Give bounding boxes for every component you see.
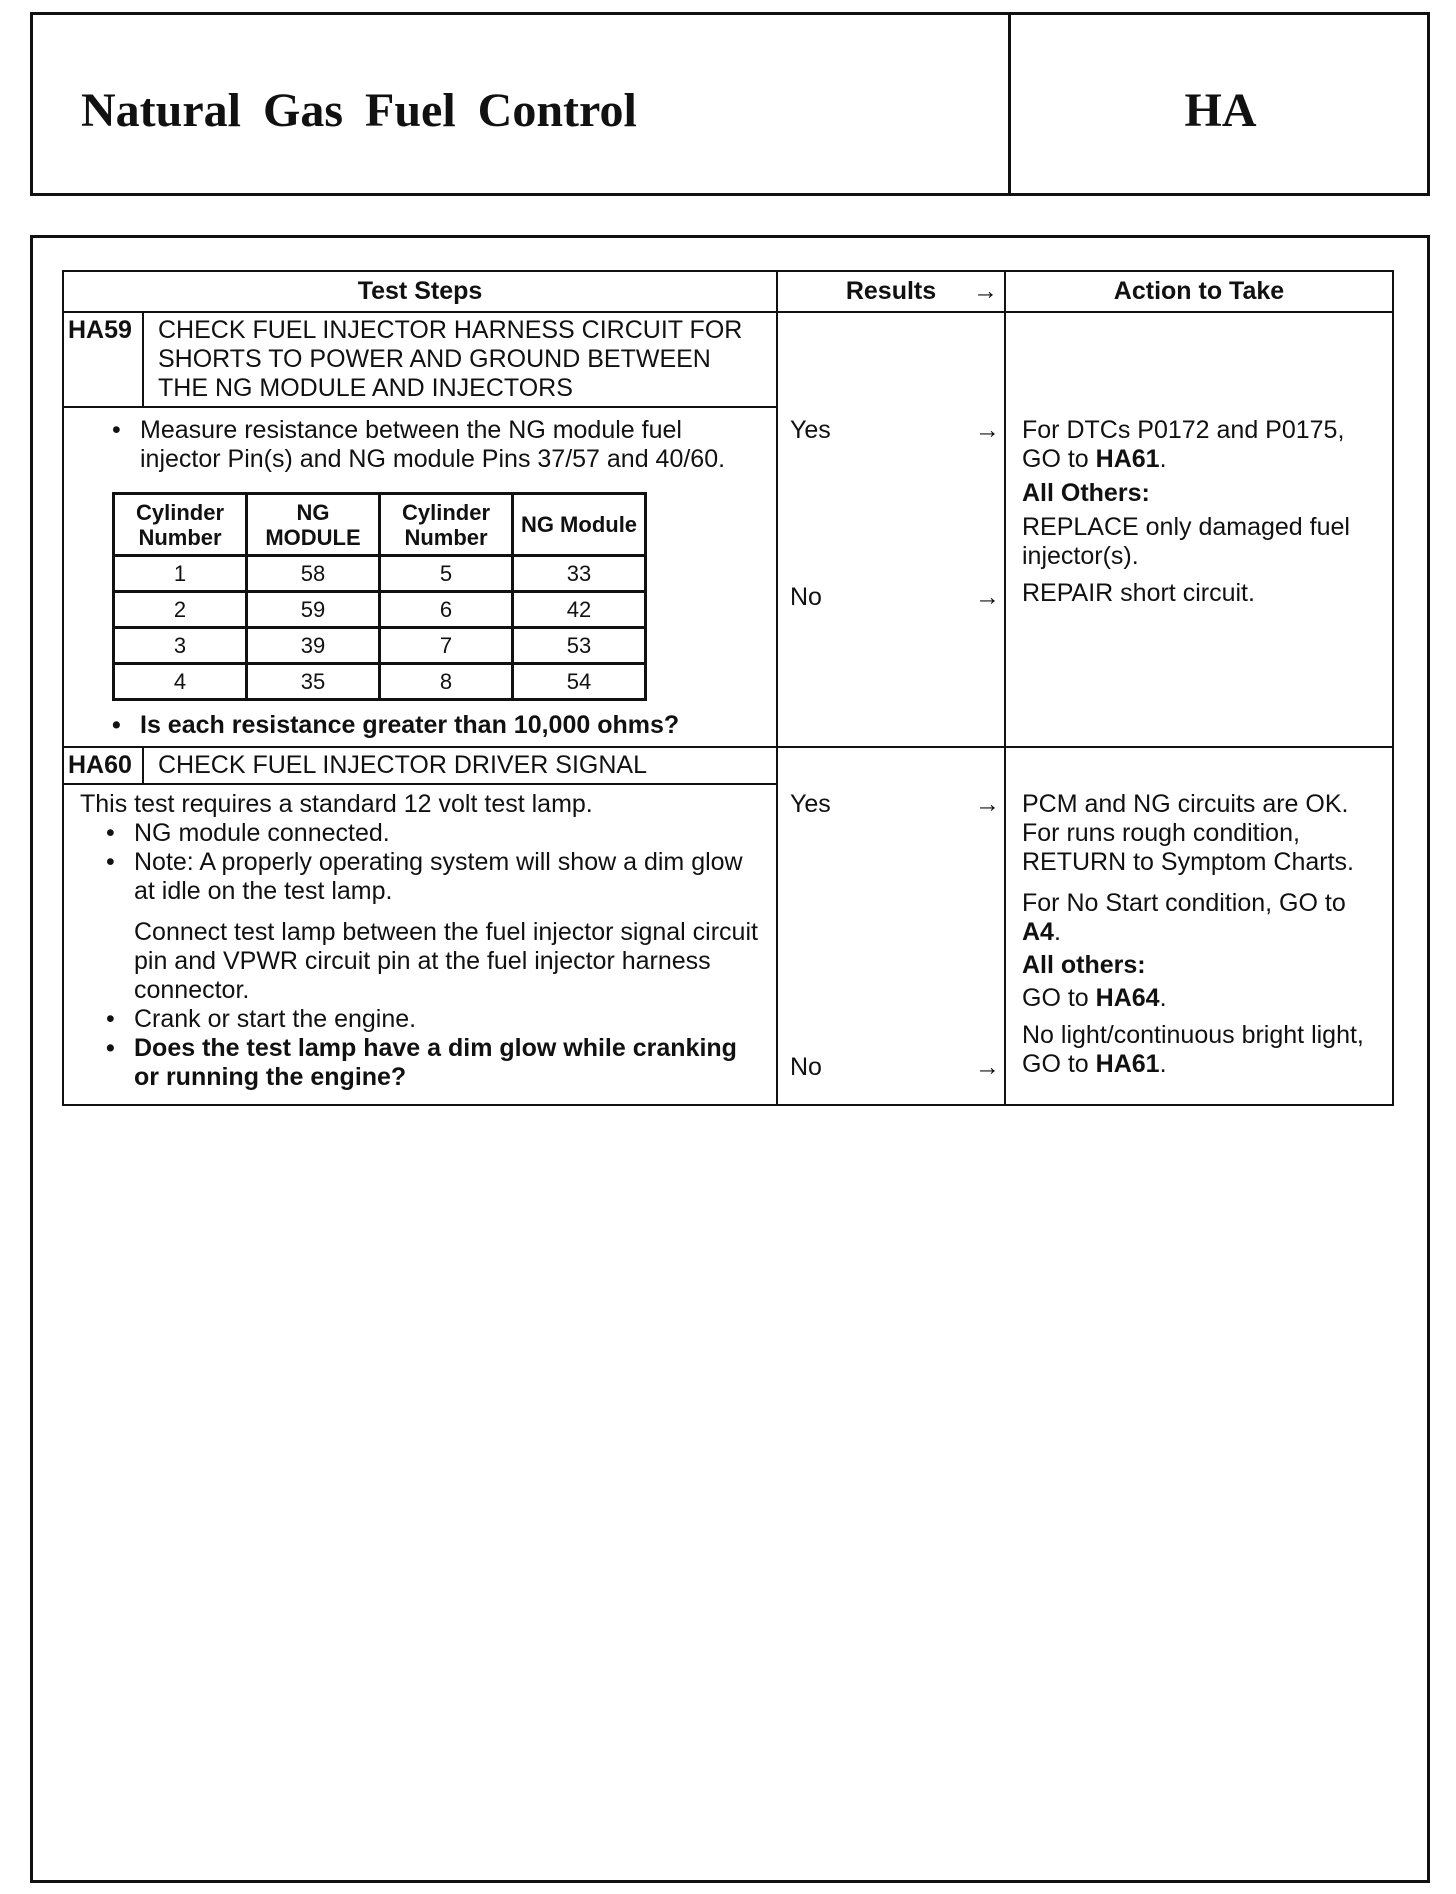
pin-table-header [114,494,646,556]
ha59-results [777,312,1005,747]
pin-cell: 6 [380,592,513,628]
ha59-step-id: HA59 [64,313,144,406]
table-header-row [63,271,1393,312]
ha59-yes-label: Yes [790,416,831,444]
arrow-icon: → [973,277,998,305]
ha60-step-id: HA60 [64,748,144,783]
pin-cell: 42 [513,592,646,628]
ha60-yes-action-goto [1022,984,1384,1013]
pin-cell: 2 [114,592,247,628]
section-code: HA [1184,84,1257,137]
ha59-all-others-label: All Others: [1022,479,1150,507]
ha60-result-no [778,1053,1004,1082]
ha60-no-action-ref: HA61 [1095,1050,1160,1078]
ha60-intro: This test requires a standard 12 volt test lamp. [80,790,593,818]
ha60-nostart-ref: A4 [1022,918,1054,946]
ha60-step-title: CHECK FUEL INJECTOR DRIVER SIGNAL [158,751,647,779]
ha60-bullet-crank: • Crank or start the engine. [80,1005,766,1034]
arrow-icon: → [975,1053,1000,1081]
ha59-replace-action: REPLACE only damaged fuel injector(s). [1022,513,1350,570]
header-results [777,271,1005,312]
ha60-actions [1005,747,1393,1105]
pin-header-ng-1: NG MODULE [247,494,380,556]
header-test-steps: Test Steps [63,271,777,312]
table-row-ha60 [63,747,1393,1105]
pin-table-row [114,628,646,664]
ha60-no-action-end: . [1159,1050,1167,1078]
ha60-nostart-text: For No Start condition, GO to [1022,889,1346,917]
ha60-no-action [1022,1021,1384,1083]
test-steps-table [62,270,1394,1106]
ha60-step-header [64,748,776,783]
page-header [30,12,1430,196]
ha59-actions [1005,312,1393,747]
ha59-yes-actions [1006,416,1392,608]
ha60-steps [63,747,777,1105]
pin-cell: 7 [380,628,513,664]
ha60-yes-actions [1006,790,1392,1083]
ha59-result-no [778,583,1004,612]
ha59-yes-action-goto [1022,416,1384,474]
ha59-yes-action-text: For DTCs P0172 and P0175, GO to [1022,416,1345,473]
pin-header-ng-2: NG Module [513,494,646,556]
pin-cell: 8 [380,664,513,700]
ha59-result-yes [778,416,1004,445]
ha60-goto-text: GO to [1022,984,1089,1012]
ha59-question: • Is each resistance greater than 10,000 ohms? [84,711,766,740]
pin-cell: 58 [247,556,380,592]
ha60-yes-action-ok: PCM and NG circuits are OK. For runs rough condition, RETURN to Symptom Charts. [1022,790,1355,876]
ha59-no-action: REPAIR short circuit. [1022,579,1255,607]
ha60-yes-action-nostart [1022,889,1384,947]
pin-table-row [114,664,646,700]
ha60-goto-ref: HA64 [1095,984,1160,1012]
ha59-bullet-measure: • Measure resistance between the NG module fuel injector Pin(s) and NG module Pins 37/57 and 40/60. [84,416,766,474]
pin-cell: 33 [513,556,646,592]
ha60-all-others-label: All others: [1022,951,1146,979]
ha59-steps [63,312,777,747]
ha59-step-header [64,313,776,406]
pin-header-cyl-1: Cylinder Number [114,494,247,556]
pin-cell: 39 [247,628,380,664]
ha60-connect: Connect test lamp between the fuel injector signal circuit pin and VPWR circuit pin at the fuel injector harness connector. [134,918,758,1004]
page-title: Natural Gas Fuel Control [81,84,637,137]
pin-table-row [114,556,646,592]
pin-cell: 4 [114,664,247,700]
pin-cell: 3 [114,628,247,664]
pin-cell: 59 [247,592,380,628]
pin-cell: 5 [380,556,513,592]
ha60-step-body [64,783,776,1104]
ha60-no-label: No [790,1053,822,1081]
table-row-ha59 [63,312,1393,747]
arrow-icon: → [975,790,1000,818]
pin-cell: 35 [247,664,380,700]
ha60-question: • Does the test lamp have a dim glow while cranking or running the engine? [80,1034,766,1098]
ha60-goto-end: . [1159,984,1167,1012]
ha60-nostart-end: . [1053,918,1061,946]
header-action: Action to Take [1005,271,1393,312]
ha59-yes-action-end: . [1159,445,1167,473]
pin-cell: 1 [114,556,247,592]
pin-table-row [114,592,646,628]
pin-header-cyl-2: Cylinder Number [380,494,513,556]
ha60-bullet-connected: • NG module connected. [80,819,766,848]
ha59-yes-action-ref: HA61 [1095,445,1160,473]
ha60-result-yes [778,790,1004,819]
ha59-no-label: No [790,583,822,611]
ha59-step-title: CHECK FUEL INJECTOR HARNESS CIRCUIT FOR SHORTS TO POWER AND GROUND BETWEEN THE NG MODULE AND INJECTORS [158,316,743,402]
arrow-icon: → [975,583,1000,611]
ha59-step-body [64,406,776,746]
pin-table [112,492,647,701]
ha60-yes-label: Yes [790,790,831,818]
pin-cell: 53 [513,628,646,664]
pin-cell: 54 [513,664,646,700]
ha60-bullet-note: • Note: A properly operating system will show a dim glow at idle on the test lamp. [80,848,766,906]
ha60-results [777,747,1005,1105]
arrow-icon: → [975,416,1000,444]
header-results-label: Results [845,277,937,305]
ha60-no-action-text: No light/continuous bright light, GO to [1022,1021,1364,1078]
